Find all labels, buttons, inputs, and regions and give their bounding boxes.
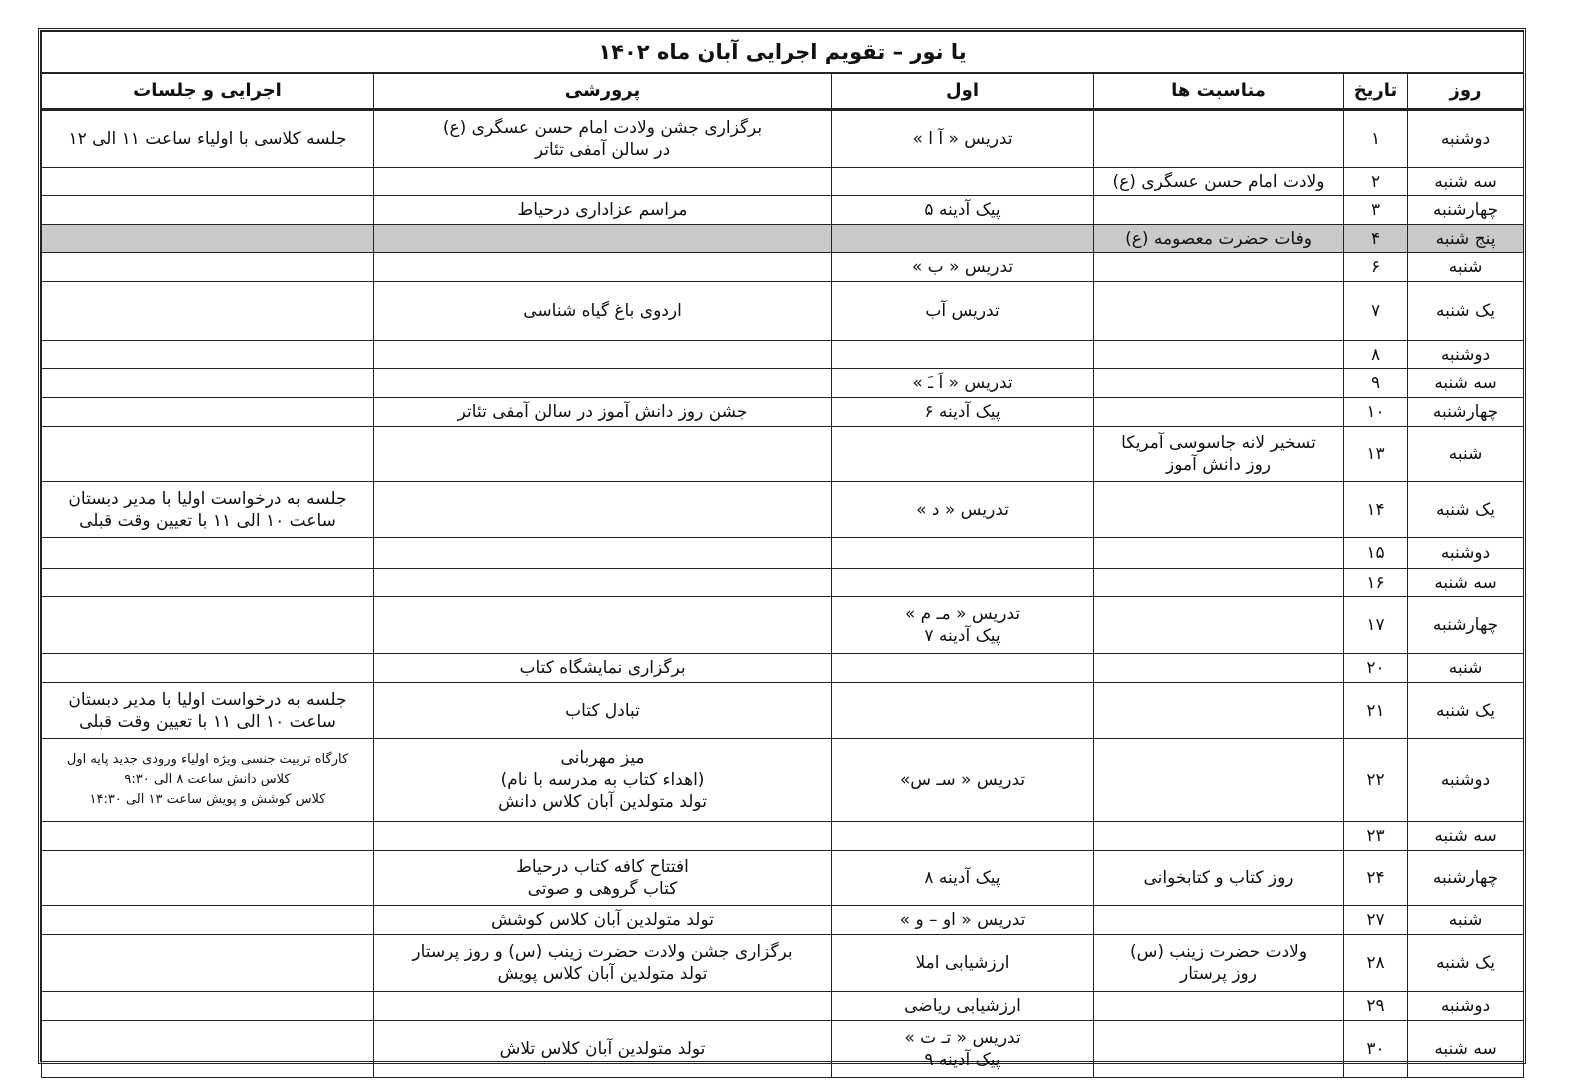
cell-executive	[42, 253, 374, 282]
table-row	[42, 739, 1524, 822]
cell-education: تولد متولدین آبان کلاس تلاش	[374, 1021, 832, 1078]
cell-executive	[42, 398, 374, 427]
cell-occasion: تسخیر لانه جاسوسی آمریکا روز دانش آموز	[1094, 427, 1344, 482]
cell-education	[374, 569, 832, 597]
cell-date: ۸	[1344, 341, 1408, 369]
title-row	[42, 32, 1524, 74]
cell-education	[374, 822, 832, 851]
cell-executive	[42, 341, 374, 369]
cell-occasion: روز کتاب و کتابخوانی	[1094, 851, 1344, 906]
cell-executive	[42, 168, 374, 196]
cell-day: یک شنبه	[1408, 683, 1524, 739]
page-title: یا نور – تقویم اجرایی آبان ماه ۱۴۰۲	[42, 32, 1524, 74]
cell-education: افتتاح کافه کتاب درحیاط کتاب گروهی و صوتی	[374, 851, 832, 906]
cell-day: شنبه	[1408, 253, 1524, 282]
cell-occasion	[1094, 569, 1344, 597]
cell-executive	[42, 906, 374, 935]
cell-occasion	[1094, 253, 1344, 282]
table-row	[42, 822, 1524, 851]
cell-executive: کارگاه تربیت جنسی ویژه اولیاء ورودی جدید پایه اول کلاس دانش ساعت ۸ الی ۹:۳۰ کلاس کوشش و پویش ساعت ۱۳ الی ۱۴:۳۰	[42, 739, 374, 822]
cell-day: چهارشنبه	[1408, 398, 1524, 427]
cell-education	[374, 341, 832, 369]
cell-day: یک شنبه	[1408, 482, 1524, 538]
cell-date: ۲۰	[1344, 654, 1408, 683]
cell-first: پیک آدینه ۸	[832, 851, 1094, 906]
cell-first: ارزشیابی ریاضی	[832, 992, 1094, 1021]
header-date: تاریخ	[1344, 73, 1408, 110]
cell-day: شنبه	[1408, 906, 1524, 935]
header-education: پرورشی	[374, 73, 832, 110]
cell-first	[832, 654, 1094, 683]
cell-day: چهارشنبه	[1408, 196, 1524, 225]
cell-occasion: ولادت حضرت زینب (س) روز پرستار	[1094, 935, 1344, 992]
cell-first: تدریس « د »	[832, 482, 1094, 538]
cell-first: تدریس « آ ا »	[832, 110, 1094, 168]
cell-first: تدریس آب	[832, 282, 1094, 341]
cell-first	[832, 538, 1094, 569]
cell-executive	[42, 935, 374, 992]
table-row	[42, 341, 1524, 369]
header-day: روز	[1408, 73, 1524, 110]
header-occasions: مناسبت ها	[1094, 73, 1344, 110]
cell-education	[374, 538, 832, 569]
table-row	[42, 482, 1524, 538]
cell-date: ۱۷	[1344, 597, 1408, 654]
cell-date: ۱۵	[1344, 538, 1408, 569]
cell-day: چهارشنبه	[1408, 597, 1524, 654]
cell-executive	[42, 196, 374, 225]
header-first: اول	[832, 73, 1094, 110]
table-row	[42, 168, 1524, 196]
cell-executive	[42, 1021, 374, 1078]
cell-day: دوشنبه	[1408, 538, 1524, 569]
cell-education: میز مهربانی (اهداء کتاب به مدرسه با نام) تولد متولدین آبان کلاس دانش	[374, 739, 832, 822]
cell-occasion	[1094, 1021, 1344, 1078]
cell-day: یک شنبه	[1408, 282, 1524, 341]
cell-occasion	[1094, 398, 1344, 427]
cell-date: ۳۰	[1344, 1021, 1408, 1078]
cell-occasion	[1094, 597, 1344, 654]
cell-executive	[42, 538, 374, 569]
cell-first	[832, 569, 1094, 597]
cell-education	[374, 427, 832, 482]
table-row	[42, 225, 1524, 253]
table-row	[42, 935, 1524, 992]
cell-education	[374, 168, 832, 196]
cell-first: تدریس « ب »	[832, 253, 1094, 282]
cell-education: اردوی باغ گیاه شناسی	[374, 282, 832, 341]
table-row	[42, 398, 1524, 427]
cell-occasion: وفات حضرت معصومه (ع)	[1094, 225, 1344, 253]
cell-date: ۲۳	[1344, 822, 1408, 851]
cell-first: تدریس « سـ س»	[832, 739, 1094, 822]
cell-executive	[42, 992, 374, 1021]
cell-education	[374, 369, 832, 398]
cell-first: پیک آدینه ۵	[832, 196, 1094, 225]
cell-education	[374, 597, 832, 654]
cell-day: دوشنبه	[1408, 739, 1524, 822]
cell-occasion	[1094, 739, 1344, 822]
cell-date: ۳	[1344, 196, 1408, 225]
calendar-body	[42, 110, 1524, 1078]
cell-first	[832, 168, 1094, 196]
cell-day: سه شنبه	[1408, 569, 1524, 597]
cell-executive	[42, 369, 374, 398]
cell-education: برگزاری جشن ولادت حضرت زینب (س) و روز پرستار تولد متولدین آبان کلاس پویش	[374, 935, 832, 992]
cell-date: ۴	[1344, 225, 1408, 253]
cell-occasion	[1094, 683, 1344, 739]
cell-day: دوشنبه	[1408, 110, 1524, 168]
table-row	[42, 253, 1524, 282]
cell-occasion	[1094, 282, 1344, 341]
cell-day: سه شنبه	[1408, 168, 1524, 196]
cell-date: ۱۴	[1344, 482, 1408, 538]
header-row	[42, 73, 1524, 110]
cell-occasion	[1094, 196, 1344, 225]
cell-education: تولد متولدین آبان کلاس کوشش	[374, 906, 832, 935]
cell-first	[832, 427, 1094, 482]
cell-date: ۲۹	[1344, 992, 1408, 1021]
table-row	[42, 654, 1524, 683]
cell-date: ۲	[1344, 168, 1408, 196]
table-row	[42, 906, 1524, 935]
cell-executive: جلسه به درخواست اولیا با مدیر دبستان ساعت ۱۰ الی ۱۱ با تعیین وقت قبلی	[42, 482, 374, 538]
table-row	[42, 110, 1524, 168]
cell-executive	[42, 851, 374, 906]
cell-occasion	[1094, 341, 1344, 369]
cell-day: دوشنبه	[1408, 341, 1524, 369]
table-row	[42, 369, 1524, 398]
cell-education	[374, 225, 832, 253]
cell-first: تدریس « اَ ـَ »	[832, 369, 1094, 398]
cell-executive	[42, 569, 374, 597]
cell-first	[832, 822, 1094, 851]
table-row	[42, 683, 1524, 739]
cell-occasion	[1094, 906, 1344, 935]
cell-first	[832, 683, 1094, 739]
calendar-table	[41, 31, 1524, 1078]
cell-executive: جلسه کلاسی با اولیاء ساعت ۱۱ الی ۱۲	[42, 110, 374, 168]
cell-education: برگزاری جشن ولادت امام حسن عسگری (ع) در سالن آمفی تئاتر	[374, 110, 832, 168]
cell-executive	[42, 225, 374, 253]
cell-executive	[42, 282, 374, 341]
cell-occasion	[1094, 654, 1344, 683]
cell-executive	[42, 427, 374, 482]
cell-first: تدریس « تـ ت » پیک آدینه ۹	[832, 1021, 1094, 1078]
cell-first	[832, 225, 1094, 253]
table-row	[42, 538, 1524, 569]
cell-day: چهارشنبه	[1408, 851, 1524, 906]
cell-date: ۱۳	[1344, 427, 1408, 482]
cell-occasion: ولادت امام حسن عسگری (ع)	[1094, 168, 1344, 196]
cell-date: ۱	[1344, 110, 1408, 168]
cell-education	[374, 992, 832, 1021]
cell-day: سه شنبه	[1408, 822, 1524, 851]
cell-date: ۲۷	[1344, 906, 1408, 935]
cell-day: شنبه	[1408, 427, 1524, 482]
cell-day: شنبه	[1408, 654, 1524, 683]
table-row	[42, 427, 1524, 482]
cell-occasion	[1094, 482, 1344, 538]
cell-date: ۶	[1344, 253, 1408, 282]
cell-education: جشن روز دانش آموز در سالن آمفی تئاتر	[374, 398, 832, 427]
cell-day: یک شنبه	[1408, 935, 1524, 992]
cell-date: ۱۰	[1344, 398, 1408, 427]
cell-education	[374, 482, 832, 538]
cell-executive	[42, 654, 374, 683]
table-row	[42, 597, 1524, 654]
cell-occasion	[1094, 110, 1344, 168]
cell-first: تدریس « او – و »	[832, 906, 1094, 935]
cell-date: ۲۴	[1344, 851, 1408, 906]
cell-day: سه شنبه	[1408, 369, 1524, 398]
cell-day: پنج شنبه	[1408, 225, 1524, 253]
cell-first: تدریس « مـ م » پیک آدینه ۷	[832, 597, 1094, 654]
cell-date: ۲۲	[1344, 739, 1408, 822]
cell-date: ۹	[1344, 369, 1408, 398]
table-row	[42, 851, 1524, 906]
cell-first: پیک آدینه ۶	[832, 398, 1094, 427]
table-row	[42, 992, 1524, 1021]
cell-first: ارزشیابی املا	[832, 935, 1094, 992]
cell-date: ۲۱	[1344, 683, 1408, 739]
cell-education: برگزاری نمایشگاه کتاب	[374, 654, 832, 683]
cell-education: تبادل کتاب	[374, 683, 832, 739]
table-row	[42, 196, 1524, 225]
cell-occasion	[1094, 538, 1344, 569]
cell-executive	[42, 822, 374, 851]
cell-occasion	[1094, 369, 1344, 398]
cell-first	[832, 341, 1094, 369]
cell-executive: جلسه به درخواست اولیا با مدیر دبستان ساعت ۱۰ الی ۱۱ با تعیین وقت قبلی	[42, 683, 374, 739]
cell-day: دوشنبه	[1408, 992, 1524, 1021]
cell-date: ۷	[1344, 282, 1408, 341]
cell-occasion	[1094, 822, 1344, 851]
cell-education: مراسم عزاداری درحیاط	[374, 196, 832, 225]
cell-education	[374, 253, 832, 282]
header-executive: اجرایی و جلسات	[42, 73, 374, 110]
cell-date: ۲۸	[1344, 935, 1408, 992]
cell-executive	[42, 597, 374, 654]
table-row	[42, 569, 1524, 597]
cell-date: ۱۶	[1344, 569, 1408, 597]
cell-occasion	[1094, 992, 1344, 1021]
table-row	[42, 1021, 1524, 1078]
cell-day: سه شنبه	[1408, 1021, 1524, 1078]
table-row	[42, 282, 1524, 341]
